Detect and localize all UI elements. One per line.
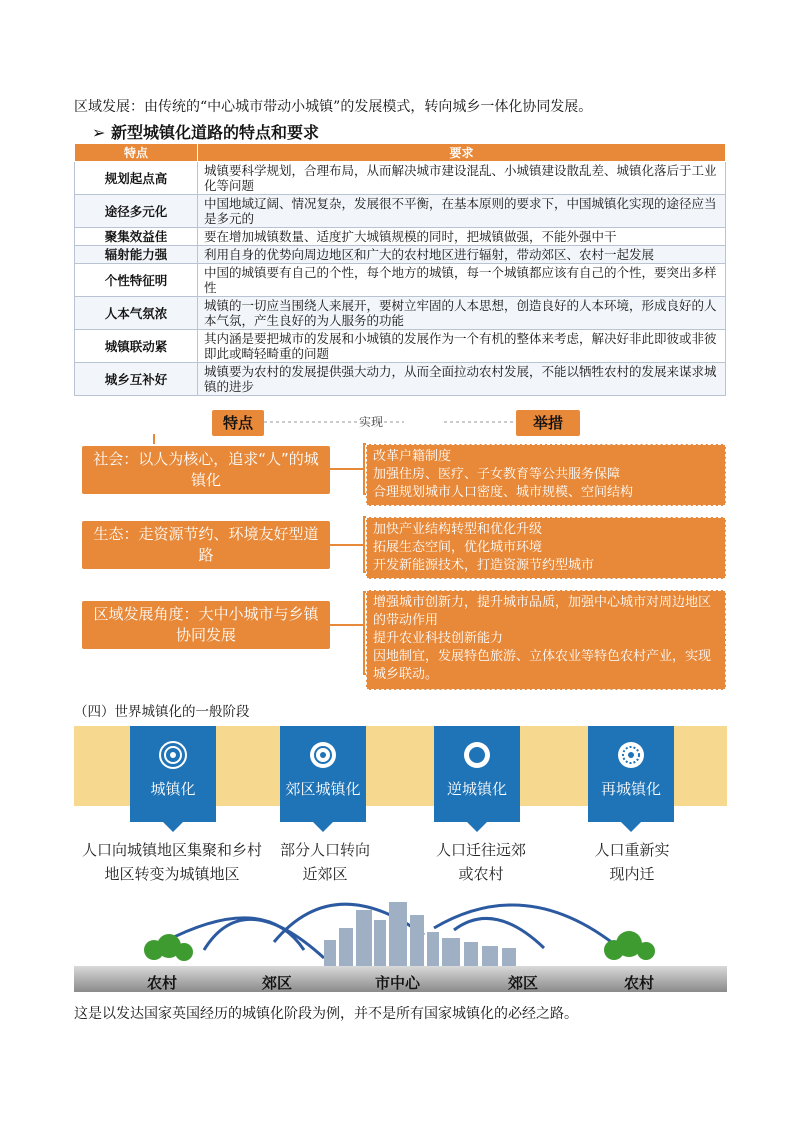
stage-re-urbanization	[588, 726, 674, 822]
feature-cell: 途径多元化	[75, 195, 198, 228]
arrow-1b	[330, 469, 366, 494]
stage-counter-urbanization	[434, 726, 520, 822]
stage-pointer	[467, 822, 487, 832]
feature-cell: 个性特征明	[75, 264, 198, 297]
tree-icon-left	[144, 934, 193, 961]
measures-tag: 举措	[516, 410, 580, 436]
arrow-2a	[330, 517, 366, 545]
requirement-cell: 其内涵是要把城市的发展和小城镇的发展作为一个有机的整体来考虑，解决好非此即彼或非彼即此或畸轻畸重的问题	[198, 330, 726, 363]
stage-pointer	[621, 822, 641, 832]
feature-cell: 城镇联动紧	[75, 330, 198, 363]
ground-label: 郊区	[262, 974, 293, 992]
requirement-cell: 中国的城镇要有自己的个性，每个地方的城镇，每一个城镇都应该有自己的个性，要突出多样性	[198, 264, 726, 297]
measure-item: 因地制宜，发展特色旅游、立体农业等特色农村产业，实现城乡联动。	[373, 649, 712, 682]
table-row	[75, 162, 726, 195]
requirement-cell: 城镇要科学规划，合理布局，从而解决城市建设混乱、小城镇建设散乱差、城镇化落后于工业化等问题	[198, 162, 726, 195]
measure-item: 提升农业科技创新能力	[373, 631, 504, 646]
arrow-bullet-icon: ➢	[92, 123, 106, 142]
arrow-3a	[330, 592, 366, 625]
measure-item: 合理规划城市人口密度、城市规模、空间结构	[373, 485, 634, 500]
feature-box-ecology: 生态：走资源节约、环境友好型道路	[82, 521, 330, 569]
measures-box-ecology	[366, 517, 726, 579]
measure-item: 加强住房、医疗、子女教育等公共服务保障	[373, 467, 621, 482]
measure-item: 开发新能源技术，打造资源节约型城市	[373, 558, 595, 573]
stage-pointer	[313, 822, 333, 832]
ground-label: 农村	[624, 974, 655, 992]
feature-box-social: 社会：以人为核心，追求“人”的城镇化	[82, 446, 330, 494]
feature-cell: 聚集效益佳	[75, 228, 198, 246]
table-header-requirement: 要求	[198, 144, 726, 162]
arrow-center-to-suburb	[204, 919, 324, 958]
stage-urbanization	[130, 726, 216, 822]
stage-desc: 部分人口转向近郊区	[280, 841, 371, 883]
measure-item: 加快产业结构转型和优化升级	[373, 522, 543, 537]
measure-item: 改革户籍制度	[373, 449, 452, 464]
requirement-cell: 城镇的一切应当围绕人来展开，要树立牢固的人本思想，创造良好的人本环境，形成良好的人本气氛，产生良好的为人服务的功能	[198, 297, 726, 330]
stage-pointer	[163, 822, 183, 832]
stage-label: 再城镇化	[600, 780, 661, 798]
tree-icon-right	[604, 931, 655, 960]
target-icon	[616, 740, 646, 770]
table-row	[75, 195, 726, 228]
target-icon	[308, 740, 338, 770]
feature-box-region: 区域发展角度：大中小城市与乡镇协同发展	[82, 601, 330, 649]
stage-desc: 人口迁往远郊或农村	[436, 841, 527, 883]
requirement-cell: 城镇要为农村的发展提供强大动力，从而全面拉动农村发展，不能以牺牲农村的发展来谋求城镇的进步	[198, 363, 726, 396]
stages-heading: （四）世界城镇化的一般阶段	[74, 704, 250, 720]
stage-desc: 人口向城镇地区集聚和乡村地区转变为城镇地区	[82, 841, 263, 883]
footer-paragraph: 这是以发达国家英国经历的城镇化阶段为例，并不是所有国家城镇化的必经之路。	[74, 1006, 578, 1022]
table-row	[75, 297, 726, 330]
section-title	[92, 120, 319, 143]
arrow-3b	[330, 625, 366, 674]
table-row	[75, 228, 726, 246]
table-row	[75, 264, 726, 297]
table-row	[75, 330, 726, 363]
section-title-text: 新型城镇化道路的特点和要求	[110, 123, 319, 142]
measure-item: 增强城市创新力，提升城市品质，加强中心城市对周边地区的带动作用	[373, 595, 712, 628]
stage-desc: 人口重新实现内迁	[594, 841, 670, 883]
feature-cell: 规划起点高	[75, 162, 198, 195]
table-row	[75, 246, 726, 264]
feature-cell: 人本气氛浓	[75, 297, 198, 330]
city-skyline-icon	[324, 902, 516, 966]
features-table	[74, 143, 726, 396]
measures-diagram	[74, 404, 726, 690]
connector-label: 实现	[359, 415, 384, 429]
requirement-cell: 利用自身的优势向周边地区和广大的农村地区进行辐射，带动郊区、农村一起发展	[198, 246, 726, 264]
ground-label: 农村	[147, 974, 178, 992]
features-tag: 特点	[212, 410, 264, 436]
ground-label: 郊区	[508, 974, 539, 992]
arrow-2b	[330, 545, 366, 572]
feature-cell: 辐射能力强	[75, 246, 198, 264]
requirement-cell: 中国地域辽阔、情况复杂，发展很不平衡，在基本原则的要求下，中国城镇化实现的途径应当是多元的	[198, 195, 726, 228]
stage-label: 逆城镇化	[446, 780, 507, 798]
table-header-feature: 特点	[75, 144, 198, 162]
feature-cell: 城乡互补好	[75, 363, 198, 396]
target-icon	[462, 740, 492, 770]
stage-suburbanization	[280, 726, 366, 822]
table-row	[75, 363, 726, 396]
measures-box-region	[366, 590, 726, 690]
target-icon	[158, 740, 188, 770]
measure-item: 拓展生态空间，优化城市环境	[373, 540, 543, 555]
stage-label: 郊区城镇化	[285, 780, 361, 798]
stage-label: 城镇化	[150, 780, 196, 798]
intro-paragraph: 区域发展：由传统的“中心城市带动小城镇”的发展模式，转向城乡一体化协同发展。	[74, 99, 593, 115]
ground-label: 市中心	[375, 974, 421, 992]
requirement-cell: 要在增加城镇数量、适度扩大城镇规模的同时，把城镇做强，不能外强中干	[198, 228, 726, 246]
arrow-1a	[330, 444, 366, 469]
measures-box-social	[366, 444, 726, 506]
